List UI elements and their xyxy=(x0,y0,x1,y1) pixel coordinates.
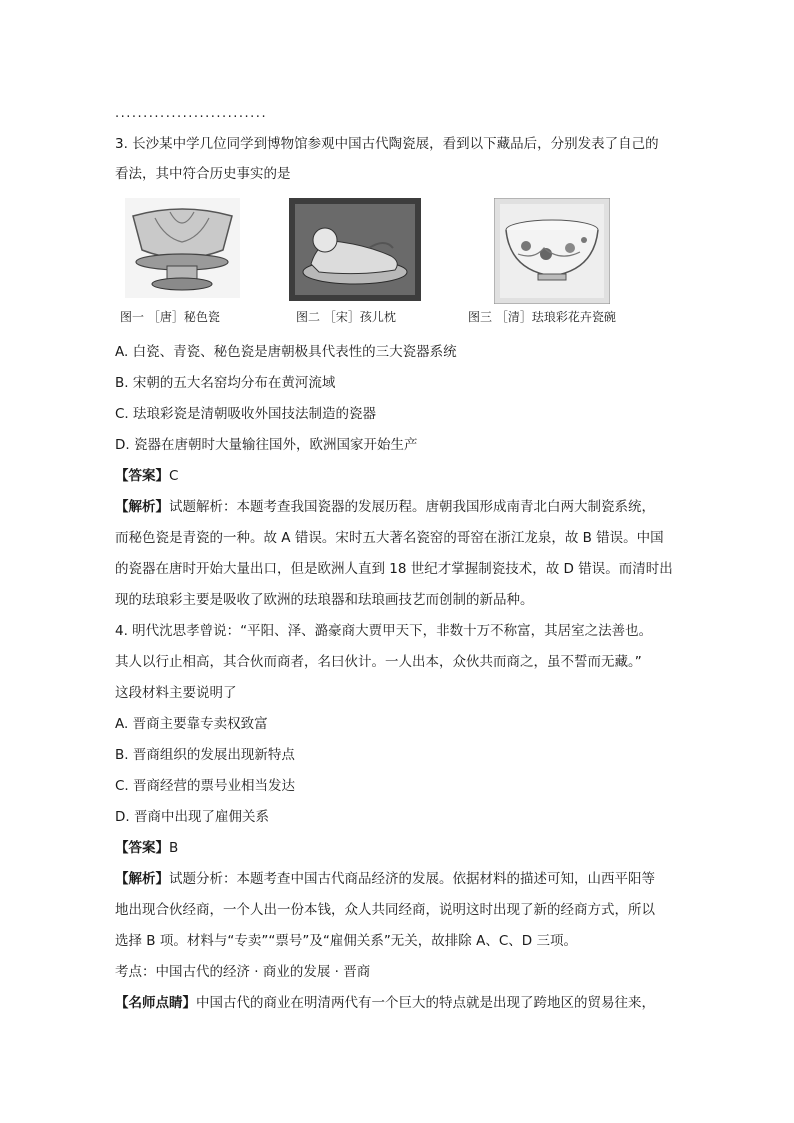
answer-value: B xyxy=(169,840,179,856)
q4-analysis-line-2: 地出现合伙经商，一个人出一份本钱，众人共同经商，说明这时出现了新的经商方式，所以 xyxy=(115,902,655,918)
dotted-separator: ........................... xyxy=(115,106,268,121)
q4-analysis-line-1 xyxy=(115,869,655,889)
q4-stem-line-1: 4. 明代沈思孝曾说：“平阳、泽、潞豪商大贾甲天下，非数十万不称富，其居室之法善也。 xyxy=(115,623,653,639)
q3-analysis-line-3: 的瓷器在唐时开始大量出口，但是欧洲人直到 18 世纪才掌握制瓷技术，故 D 错误。而清时出 xyxy=(115,561,673,577)
figure-2 xyxy=(289,198,421,301)
child-pillow-icon xyxy=(289,198,421,301)
teacher-note-label: 【名师点睛】 xyxy=(115,995,196,1011)
q4-option-a: A. 晋商主要靠专卖权致富 xyxy=(115,716,268,732)
figure-1-caption: 图一 ［唐］秘色瓷 xyxy=(120,310,220,324)
q3-option-d: D. 瓷器在唐朝时大量输往国外，欧洲国家开始生产 xyxy=(115,437,418,453)
bowl-on-stand-icon xyxy=(125,198,240,298)
q3-option-b: B. 宋朝的五大名窑均分布在黄河流域 xyxy=(115,375,336,391)
q4-stem-line-2: 其人以行止相高，其合伙而商者，名曰伙计。一人出本，众伙共而商之，虽不誓而无藏。” xyxy=(115,654,642,670)
q3-answer xyxy=(115,466,178,486)
q4-option-b: B. 晋商组织的发展出现新特点 xyxy=(115,747,295,763)
q4-option-d: D. 晋商中出现了雇佣关系 xyxy=(115,809,269,825)
q3-stem-line-2: 看法，其中符合历史事实的是 xyxy=(115,166,291,182)
q4-option-c: C. 晋商经营的票号业相当发达 xyxy=(115,778,296,794)
q4-kaodian: 考点：中国古代的经济 · 商业的发展 · 晋商 xyxy=(115,964,371,980)
figure-3 xyxy=(494,198,610,304)
q3-option-c: C. 珐琅彩瓷是清朝吸收外国技法制造的瓷器 xyxy=(115,406,377,422)
analysis-text: 试题解析：本题考查我国瓷器的发展历程。唐朝我国形成南青北白两大制瓷系统， xyxy=(169,499,655,515)
q3-option-a: A. 白瓷、青瓷、秘色瓷是唐朝极具代表性的三大瓷器系统 xyxy=(115,344,457,360)
answer-label: 【答案】 xyxy=(115,468,169,484)
q3-analysis-line-2: 而秘色瓷是青瓷的一种。故 A 错误。宋时五大著名瓷窑的哥窑在浙江龙泉，故 B 错误。中国 xyxy=(115,530,664,546)
enamel-bowl-icon xyxy=(494,198,610,304)
teacher-note-text: 中国古代的商业在明清两代有一个巨大的特点就是出现了跨地区的贸易往来， xyxy=(196,995,655,1011)
q3-stem-line-1: 3. 长沙某中学几位同学到博物馆参观中国古代陶瓷展，看到以下藏品后，分别发表了自己的 xyxy=(115,136,659,152)
answer-value: C xyxy=(169,468,179,484)
analysis-label: 【解析】 xyxy=(115,871,169,887)
figure-2-caption: 图二 ［宋］孩儿枕 xyxy=(296,310,396,324)
q3-analysis-line-4: 现的珐琅彩主要是吸收了欧洲的珐琅器和珐琅画技艺而创制的新品种。 xyxy=(115,592,534,608)
figure-1 xyxy=(125,198,240,298)
analysis-text: 试题分析：本题考查中国古代商品经济的发展。依据材料的描述可知，山西平阳等 xyxy=(169,871,655,887)
q3-analysis-line-1 xyxy=(115,497,655,517)
q4-answer xyxy=(115,838,178,858)
analysis-label: 【解析】 xyxy=(115,499,169,515)
q3-figures xyxy=(115,198,675,328)
q4-analysis-line-3: 选择 B 项。材料与“专卖”“票号”及“雇佣关系”无关，故排除 A、C、D 三项。 xyxy=(115,933,577,949)
figure-3-caption: 图三 ［清］珐琅彩花卉瓷碗 xyxy=(468,310,616,324)
answer-label: 【答案】 xyxy=(115,840,169,856)
q4-teacher-note xyxy=(115,993,655,1013)
q4-stem-line-3: 这段材料主要说明了 xyxy=(115,685,237,701)
